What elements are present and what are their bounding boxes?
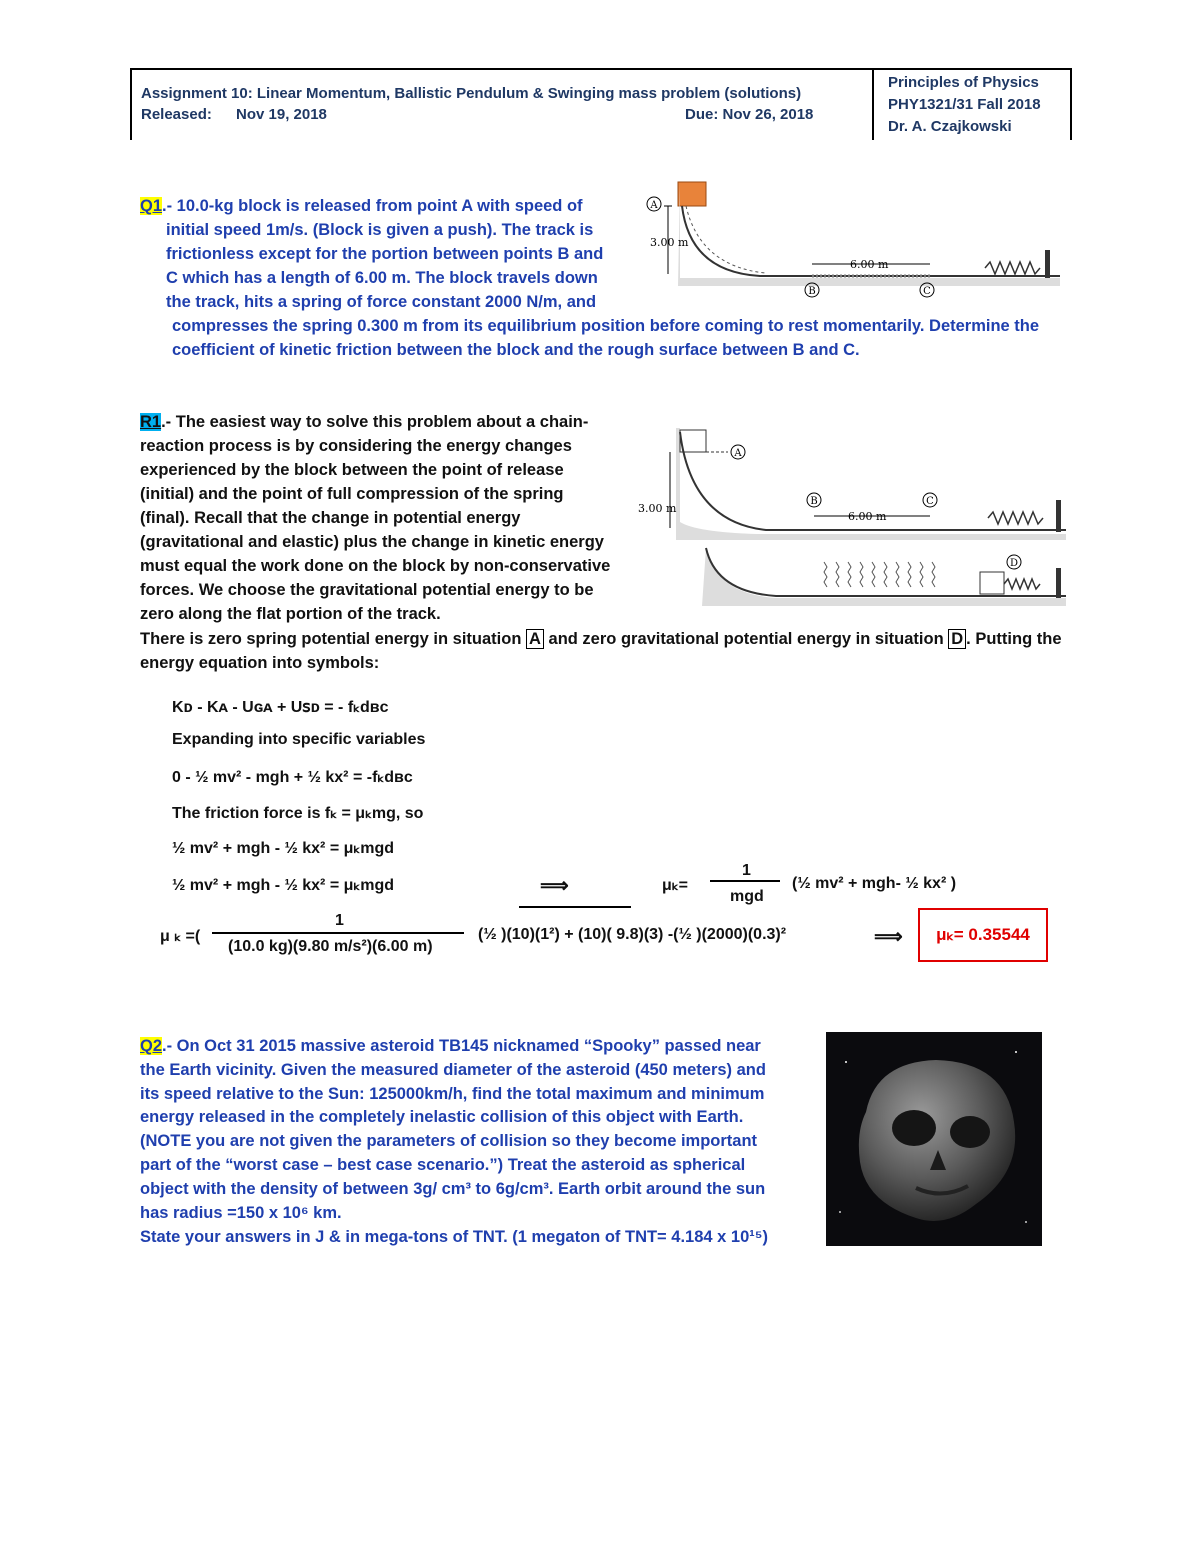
r1-line2: reaction process is by considering the energy changes (140, 437, 572, 455)
numeric-denominator: (10.0 kg)(9.80 m/s²)(6.00 m) (228, 938, 433, 955)
point-c-label: C (923, 286, 931, 297)
r1-line8: forces. We choose the gravitational potential energy to be (140, 581, 594, 599)
q2-line1: Q2.- On Oct 31 2015 massive asteroid TB145 nicknamed “Spooky” passed near (140, 1037, 761, 1055)
r1-line11: energy equation into symbols: (140, 654, 380, 672)
r1-line3: experienced by the block between the point of release (140, 461, 564, 479)
equation-1: Kᴅ - Kᴀ - Uɢᴀ + Uꜱᴅ = - fₖdʙᴄ (172, 699, 389, 716)
q1-line4: C which has a length of 6.00 m. The block travels down (166, 269, 598, 287)
situation-a-box: A (526, 629, 544, 649)
q2-line5: (NOTE you are not given the parameters of collision so they become important (140, 1132, 758, 1150)
q1-line1: Q1.- 10.0-kg block is released from point A with speed of (140, 197, 583, 215)
block-icon (678, 182, 706, 206)
fraction-numerator: 1 (742, 862, 751, 879)
q1-line3: frictionless except for the portion between points B and (166, 245, 604, 263)
due-date: Due: Nov 26, 2018 (685, 106, 814, 123)
r1-line7: must equal the work done on the block by non-conservative (140, 557, 611, 575)
track-figure-2 (636, 422, 1066, 608)
q2-line6: part of the “worst case – best case scenario.”) Treat the asteroid as spherical (140, 1156, 746, 1174)
r1-line10: There is zero spring potential energy in situation A and zero gravitational potential energy in situation D . Putting the (140, 630, 1062, 648)
answer-box: μₖ= 0.35544 (918, 908, 1048, 962)
q2-line7: object with the density of between 3g/ cm³ to 6g/cm³. Earth orbit around the sun (140, 1180, 766, 1198)
q2-line2: the Earth vicinity. Given the measured diameter of the asteroid (450 meters) and (140, 1061, 766, 1079)
implies-arrow-2: ⟹ (874, 926, 903, 948)
r1-line9: zero along the flat portion of the track. (140, 605, 441, 623)
point-a-label: A (650, 200, 658, 211)
q1-tag: Q1 (140, 197, 163, 215)
asteroid-image (826, 1032, 1042, 1246)
implies-arrow-1: ⟹ (540, 875, 569, 897)
q2-line9: State your answers in J & in mega-tons of TNT. (1 megaton of TNT= 4.184 x 10¹⁵) (140, 1228, 769, 1246)
fraction-bar (710, 880, 780, 882)
fig2-length-label: 6.00 m (848, 510, 887, 523)
fig2-spring-icon (988, 512, 1043, 524)
equation-6: ½ mv² + mgh - ½ kx² = μₖmgd (172, 877, 394, 894)
fraction-denominator: mgd (730, 888, 764, 905)
equation-3: 0 - ½ mv² - mgh + ½ kx² = -fₖdʙᴄ (172, 769, 413, 786)
q1-line7: coefficient of kinetic friction between the block and the rough surface between B and C. (172, 341, 860, 359)
r1-tag: R1 (140, 413, 162, 431)
numeric-numerator: 1 (335, 912, 344, 929)
spring-icon (985, 262, 1040, 274)
fig2-point-d-label: D (1009, 558, 1019, 569)
track-figure-1 (640, 176, 1060, 302)
situation-d-box: D (948, 629, 966, 649)
fig2-point-a-label: A (734, 448, 742, 459)
fig2-block-icon (980, 572, 1004, 594)
q2-tag: Q2 (140, 1037, 163, 1055)
q1-line5: the track, hits a spring of force constant 2000 N/m, and (166, 293, 597, 311)
released-date: Nov 19, 2018 (236, 106, 327, 123)
r1-line5: (final). Recall that the change in potential energy (140, 509, 521, 527)
paren-expression: (½ mv² + mgh- ½ kx² ) (792, 875, 957, 892)
equation-5: ½ mv² + mgh - ½ kx² = μₖmgd (172, 840, 394, 857)
course-name: Principles of Physics (888, 74, 1039, 91)
course-code: PHY1321/31 Fall 2018 (888, 96, 1041, 113)
r1-line6: (gravitational and elastic) plus the change in kinetic energy (140, 533, 604, 551)
instructor: Dr. A. Czajkowski (888, 118, 1012, 135)
r1-line1: R1.- The easiest way to solve this problem about a chain- (140, 413, 589, 431)
height-label: 3.00 m (650, 236, 689, 249)
q2-line4: energy released in the completely inelastic collision of this object with Earth. (140, 1108, 744, 1126)
point-b-label: B (808, 286, 816, 297)
fig2-point-b-label: B (810, 496, 818, 507)
q1-line6: compresses the spring 0.300 m from its equilibrium position before coming to rest momentarily. Determine the (172, 317, 1040, 335)
heat-waves-icon (824, 562, 935, 587)
fig2-point-c-label: C (926, 496, 934, 507)
r1-line4: (initial) and the point of full compression of the spring (140, 485, 564, 503)
mu-k-label: μₖ= (662, 877, 688, 894)
numeric-rhs: (½ )(10)(1²) + (10)( 9.8)(3) -(½ )(2000)(0.3)² (478, 926, 787, 943)
fig2-height-label: 3.00 m (638, 502, 677, 515)
length-label: 6.00 m (850, 258, 889, 271)
fraction-bar-decor (519, 906, 631, 908)
header-box (130, 68, 872, 140)
equation-2: Expanding into specific variables (172, 731, 426, 748)
released-label: Released: (141, 106, 212, 123)
numeric-fraction-bar (212, 932, 464, 934)
equation-4: The friction force is fₖ = μₖmg, so (172, 805, 424, 822)
q2-line3: its speed relative to the Sun: 125000km/h, find the total maximum and minimum (140, 1085, 765, 1103)
assignment-title: Assignment 10: Linear Momentum, Ballistic Pendulum & Swinging mass problem (solutions) (141, 85, 802, 102)
q1-line2: initial speed 1m/s. (Block is given a push). The track is (166, 221, 594, 239)
q2-line8: has radius =150 x 10⁶ km. (140, 1204, 342, 1222)
mu-k-lhs: μ ₖ =( (160, 928, 201, 945)
